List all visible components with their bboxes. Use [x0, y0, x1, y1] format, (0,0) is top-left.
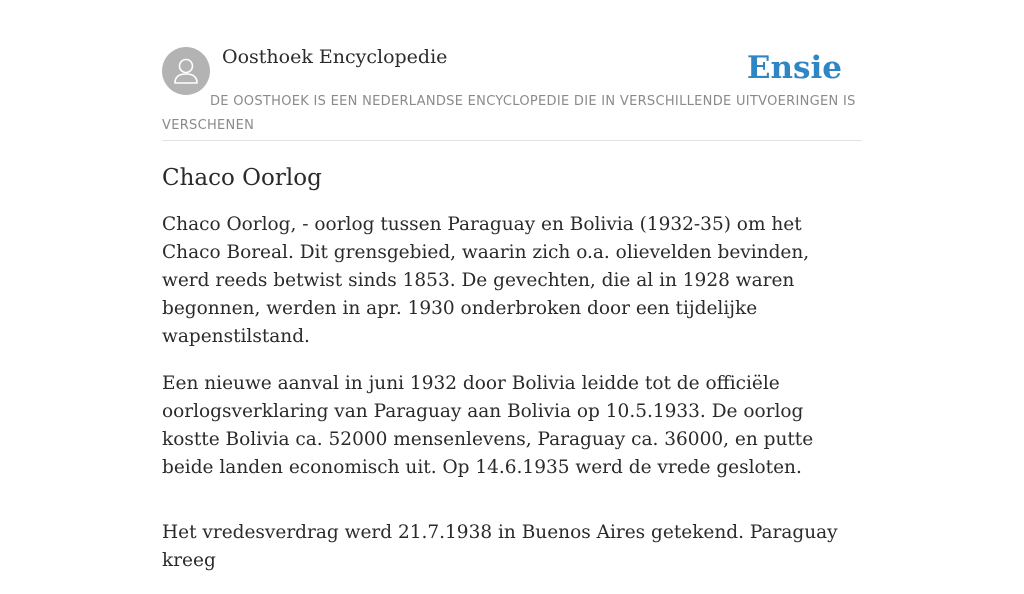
source-name[interactable]: Oosthoek Encyclopedie — [222, 46, 448, 68]
article — [162, 162, 862, 594]
article-paragraph-3: Het vredesverdrag werd 21.7.1938 in Buenos Aires getekend. Paraguay kreeg — [162, 522, 838, 571]
article-paragraph-2: Een nieuwe aanval in juni 1932 door Bolivia leidde tot de officiële oorlogsverklaring van Paraguay aan Bolivia op 10.5.1933. De oorlog kostte Bolivia ca. 52000 mensenlevens, Paraguay ca. 36000, en putte beide landen economisch uit. Op 14.6.1935 werd de vrede gesloten. — [162, 373, 814, 478]
article-paragraph-1: Chaco Oorlog, - oorlog tussen Paraguay en Bolivia (1932-35) om het Chaco Boreal. Dit grensgebied, waarin zich o.a. olievelden bevinden, werd reeds betwist sinds 1853. De gevechten, die al in 1928 waren begonnen, werden in apr. 1930 onderbroken door een tijdelijke wapenstilstand. — [162, 214, 810, 347]
source-description: DE OOSTHOEK IS EEN NEDERLANDSE ENCYCLOPEDIE DIE IN VERSCHILLENDE UITVOERINGEN IS VERSCHENEN — [162, 94, 856, 133]
source-header — [162, 44, 862, 141]
source-avatar[interactable] — [162, 47, 210, 95]
ensie-logo-link[interactable]: Ensie — [746, 50, 842, 86]
user-outline-icon — [162, 47, 210, 95]
article-title: Chaco Oorlog — [162, 165, 322, 191]
